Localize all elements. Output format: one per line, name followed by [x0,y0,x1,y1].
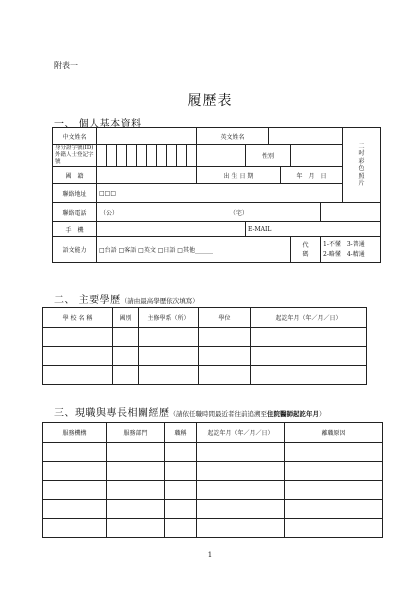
education-cell[interactable] [43,366,113,385]
nationality-field[interactable] [97,167,197,184]
education-header-degree: 學位 [199,308,251,328]
education-cell[interactable] [113,366,139,385]
section-2-note: （請由最高學歷依次填寫） [120,297,199,305]
experience-cell[interactable] [107,481,165,500]
section-3-note-a: （請依任職時間最近者往前追溯至 [169,410,267,418]
document-title: 履歷表 [187,93,233,109]
experience-cell[interactable] [43,500,107,519]
chinese-name-label: 中文姓名 [53,128,97,145]
gender-label: 性別 [246,145,291,167]
english-name-field[interactable] [269,128,343,145]
education-cell[interactable] [113,328,139,347]
experience-cell[interactable] [197,443,285,462]
education-header-country: 國別 [113,308,139,328]
experience-cell[interactable] [43,462,107,481]
phone-label: 聯絡電話 [53,203,97,222]
experience-header-title: 職稱 [165,423,197,443]
experience-cell[interactable] [285,462,383,481]
section-3-heading [54,404,326,419]
table-row [43,500,383,519]
education-cell[interactable] [251,366,367,385]
table-row [43,481,383,500]
email-label: E-MAIL [248,225,272,233]
language-options[interactable]: □台語 □客語 □英文 □日語 □其他______ [97,237,291,263]
id-char-box-1[interactable] [97,145,107,167]
id-label [53,145,97,167]
section-1-heading: 一、 個人基本資料 [54,119,142,130]
phone-field[interactable] [97,203,321,222]
phone-office[interactable]: （公） [100,209,119,217]
id-char-box-6[interactable] [147,145,157,167]
experience-cell[interactable] [285,481,383,500]
experience-cell[interactable] [43,519,107,538]
photo-label: 二吋彩色照片 [358,142,365,187]
table-row [43,443,383,462]
experience-cell[interactable] [107,462,165,481]
birthdate-field[interactable]: 年 月 日 [281,167,343,184]
chinese-name-field[interactable] [97,128,197,145]
table-row [43,519,383,538]
education-cell[interactable] [199,347,251,366]
page-number: 1 [207,551,213,559]
section-3-note-c: ） [319,410,326,418]
phone-home[interactable]: （宅） [229,209,248,217]
id-char-box-4[interactable] [127,145,137,167]
table-row [43,462,383,481]
education-table [42,307,367,385]
id-label-line-1: 身分證字號(ID) [55,145,94,151]
experience-cell[interactable] [165,500,197,519]
education-cell[interactable] [139,347,199,366]
address-label: 聯絡地址 [53,184,97,203]
education-cell[interactable] [251,347,367,366]
experience-cell[interactable] [197,481,285,500]
id-label-line-2: 外籍人士登記字號 [55,152,94,165]
experience-cell[interactable] [197,500,285,519]
experience-cell[interactable] [43,481,107,500]
code-label [291,237,321,263]
section-3-note-b: 住院醫師起訖年月 [267,410,319,418]
education-cell[interactable] [139,366,199,385]
education-cell[interactable] [199,328,251,347]
education-cell[interactable] [139,328,199,347]
experience-cell[interactable] [165,519,197,538]
table-row [43,347,367,366]
gender-field[interactable] [291,145,343,167]
id-char-box-10[interactable] [187,145,197,167]
experience-header-org: 服務機構 [43,423,107,443]
experience-cell[interactable] [285,500,383,519]
experience-cell[interactable] [285,443,383,462]
birthdate-label: 出 生 日 期 [197,167,281,184]
mobile-field[interactable] [97,222,246,237]
experience-cell[interactable] [107,519,165,538]
id-char-box-7[interactable] [157,145,167,167]
photo-box[interactable] [343,128,381,203]
code-label-text: 代碼 [302,241,309,258]
experience-cell[interactable] [285,519,383,538]
id-char-box-3[interactable] [117,145,127,167]
id-char-box-2[interactable] [107,145,117,167]
experience-table [42,422,383,538]
education-cell[interactable] [113,347,139,366]
phone-extra[interactable] [321,203,381,222]
experience-cell[interactable] [43,443,107,462]
nationality-label: 國 籍 [53,167,97,184]
experience-header-period: 起訖年月（年／月／日） [197,423,285,443]
email-field[interactable] [246,222,381,237]
experience-cell[interactable] [165,481,197,500]
experience-header-dept: 服務部門 [107,423,165,443]
id-spacer [197,145,246,167]
experience-cell[interactable] [107,500,165,519]
experience-cell[interactable] [165,443,197,462]
education-cell[interactable] [43,347,113,366]
education-header-school: 學 校 名 稱 [43,308,113,328]
experience-cell[interactable] [197,462,285,481]
education-header-period: 起訖年月（年／月／日） [251,308,367,328]
personal-info-table [52,127,381,263]
id-char-box-8[interactable] [167,145,177,167]
experience-cell[interactable] [165,462,197,481]
language-label: 語文能力 [53,237,97,263]
mobile-label: 手 機 [53,222,97,237]
experience-header-reason: 離職原因 [285,423,383,443]
section-2-title: 二、 主要學歷 [54,295,121,306]
table-row [43,366,367,385]
section-2-heading [54,291,199,306]
education-cell[interactable] [43,328,113,347]
experience-cell[interactable] [197,519,285,538]
english-name-label: 英文姓名 [197,128,269,145]
code-legend-2: 2-略懂 4-精通 [323,250,365,258]
experience-cell[interactable] [107,443,165,462]
education-cell[interactable] [199,366,251,385]
annex-label: 附表一 [54,61,78,70]
table-row [43,328,367,347]
education-header-major: 主修學系（所） [139,308,199,328]
section-3-title: 三、現職與專長相關經歷 [54,408,170,419]
education-cell[interactable] [251,328,367,347]
id-char-box-5[interactable] [137,145,147,167]
section-3-note [170,410,326,418]
code-legend [321,237,381,263]
id-char-box-9[interactable] [177,145,187,167]
postal-code-boxes[interactable]: □□□ [99,189,117,197]
code-legend-1: 1-不懂 3-普通 [323,240,365,248]
address-field[interactable] [97,184,343,203]
